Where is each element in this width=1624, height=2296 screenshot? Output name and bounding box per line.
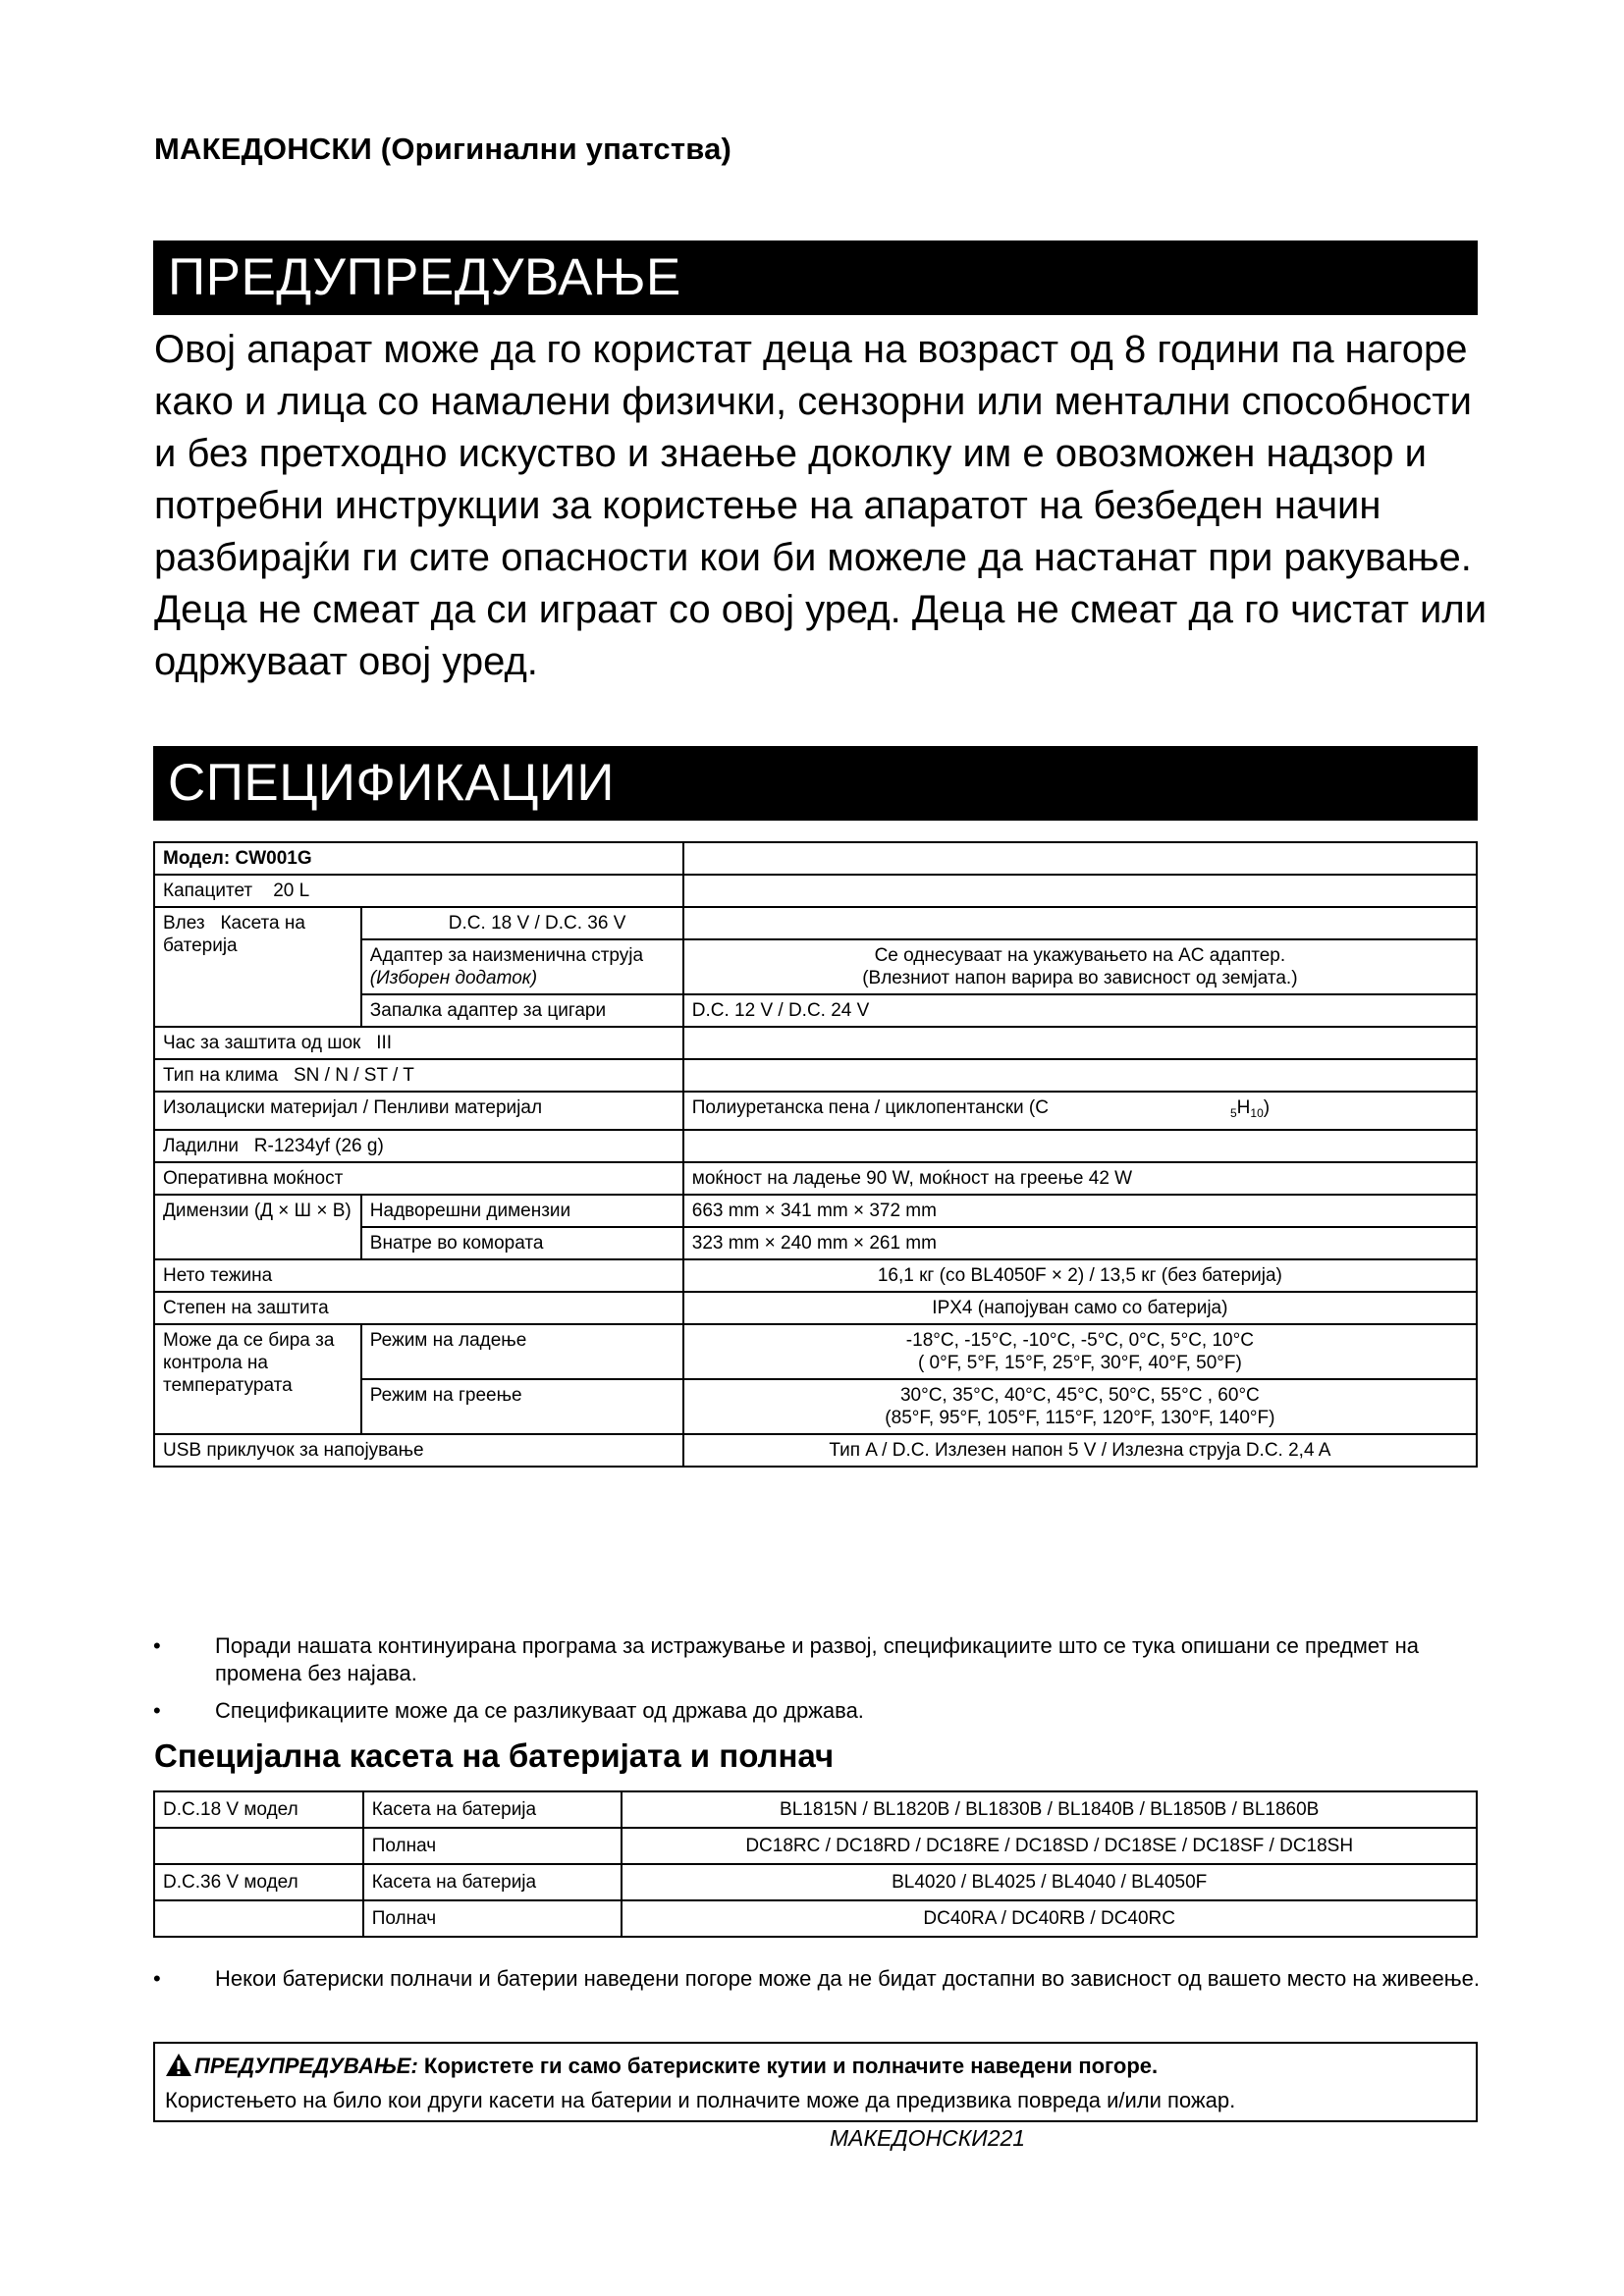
value-cell: DC18RC / DC18RD / DC18RE / DC18SD / DC18SE / DC18SF / DC18SH <box>622 1828 1477 1864</box>
table-row <box>154 842 1477 875</box>
value-cell: BL4020 / BL4025 / BL4040 / BL4050F <box>622 1864 1477 1900</box>
availability-notes-list <box>153 1965 1489 2002</box>
table-row <box>154 1864 1477 1900</box>
battery-cartridge-cell <box>361 907 683 939</box>
model-18v-cell: D.C.18 V модел <box>154 1791 363 1828</box>
table-row <box>154 1292 1477 1324</box>
ac-adapter-value <box>683 939 1477 994</box>
warning-banner: ПРЕДУПРЕДУВАЊЕ <box>153 240 1478 315</box>
usb-label: USB приклучок за напојување <box>154 1434 683 1467</box>
warning-box <box>153 2042 1478 2122</box>
table-row <box>154 1027 1477 1059</box>
heating-value-fahrenheit: (85°F, 95°F, 105°F, 115°F, 120°F, 130°F, 140°F) <box>885 1408 1275 1428</box>
specifications-banner: СПЕЦИФИКАЦИИ <box>153 746 1478 821</box>
inner-dimensions-label: Внатре во комората <box>361 1227 683 1259</box>
ac-adapter-label <box>361 939 683 994</box>
warning-box-line-1 <box>165 2051 1466 2085</box>
cooling-value-fahrenheit: ( 0°F, 5°F, 15°F, 25°F, 30°F, 40°F, 50°F) <box>917 1353 1242 1373</box>
cigarette-adapter-label: Запалка адаптер за цигари <box>361 994 683 1027</box>
ac-adapter-value-line-1: Се однесуваат на укажувањето на AC адаптер. <box>874 945 1286 966</box>
model-empty-cell <box>154 1900 363 1937</box>
table-row <box>154 1130 1477 1162</box>
table-row <box>154 1791 1477 1828</box>
model-cell: Модел: CW001G <box>154 842 683 875</box>
battery-cartridge-label: Касета на батерија <box>163 913 305 956</box>
warning-text: Овој апарат може да го користат деца на возраст од 8 години па нагоре како и лица со намалени физички, сензорни или ментални способности и без претходно искуство и знаење доколку им е овозможен надзор и потребни инструкции за користење на апаратот на безбеден начин разбирајќи ги сите опасности кои би можеле да настанат при ракување. Деца не смеат да си играат со овој уред. Деца не смеат да го чистат или одржуваат овој уред. <box>154 328 1488 683</box>
empty-cell <box>683 907 1477 939</box>
battery-section-heading: Специјална касета на батеријата и полнач <box>154 1737 835 1774</box>
value-cell: DC40RA / DC40RB / DC40RC <box>622 1900 1477 1937</box>
table-row <box>154 1828 1477 1864</box>
empty-cell <box>683 842 1477 875</box>
outer-dimensions-label: Надворешни димензии <box>361 1195 683 1227</box>
empty-cell <box>683 1027 1477 1059</box>
table-row <box>154 907 1477 939</box>
power-label: Оперативна моќност <box>154 1162 683 1195</box>
empty-cell <box>683 1059 1477 1092</box>
warning-box-line-2: Користењето на било кои други касети на батерии и полначите може да предизвика повреда и/или пожар. <box>165 2088 1236 2112</box>
net-weight-label: Нето тежина <box>154 1259 683 1292</box>
type-cell: Полнач <box>363 1828 623 1864</box>
table-row <box>154 1900 1477 1937</box>
ac-adapter-text: Адаптер за наизменична струја <box>369 945 644 966</box>
outer-dimensions-value: 663 mm × 341 mm × 372 mm <box>683 1195 1477 1227</box>
heating-mode-value <box>683 1379 1477 1434</box>
list-item: • Спецификациите може да се разликуваат од држава до држава. <box>153 1697 1489 1725</box>
input-label-text: Влез <box>163 913 205 934</box>
table-row <box>154 1162 1477 1195</box>
specifications-table <box>153 841 1478 1468</box>
cooling-mode-value <box>683 1324 1477 1379</box>
usb-value: Тип A / D.C. Излезен напон 5 V / Излезна струја D.C. 2,4 A <box>683 1434 1477 1467</box>
inner-dimensions-value: 323 mm × 240 mm × 261 mm <box>683 1227 1477 1259</box>
capacity-cell: Капацитет 20 L <box>154 875 683 907</box>
table-row <box>154 1434 1477 1467</box>
battery-charger-table <box>153 1790 1478 1938</box>
spec-notes-list <box>153 1632 1489 1735</box>
value-cell: BL1815N / BL1820B / BL1830B / BL1840B / BL1850B / BL1860B <box>622 1791 1477 1828</box>
insulation-value <box>683 1092 1477 1130</box>
insulation-value-text: Полиуретанска пена / циклопентански (C <box>691 1097 1049 1118</box>
insulation-sub-5: 5 <box>1229 1106 1237 1120</box>
type-cell: Касета на батерија <box>363 1791 623 1828</box>
empty-cell <box>683 875 1477 907</box>
temp-control-label: Може да се бира за контрола на температурата <box>154 1324 361 1434</box>
heating-mode-label: Режим на греење <box>361 1379 683 1434</box>
model-36v-cell: D.C.36 V модел <box>154 1864 363 1900</box>
list-item: • Поради нашата континуирана програма за истражување и развој, спецификациите што се тука опишани се предмет на промена без најава. <box>153 1632 1489 1687</box>
dimensions-label: Димензии (Д × Ш × В) <box>154 1195 361 1259</box>
input-label <box>154 907 361 1027</box>
power-value: моќност на ладење 90 W, моќност на греење 42 W <box>683 1162 1477 1195</box>
table-row <box>154 1324 1477 1379</box>
language-title: МАКЕДОНСКИ (Оригинални упатства) <box>154 132 732 166</box>
ac-adapter-optional: (Изборен додаток) <box>369 968 538 988</box>
battery-cartridge-value: D.C. 18 V / D.C. 36 V <box>448 913 626 934</box>
cigarette-adapter-value: D.C. 12 V / D.C. 24 V <box>683 994 1477 1027</box>
warning-box-label: ПРЕДУПРЕДУВАЊЕ: <box>194 2054 418 2078</box>
refrigerant-cell: Ладилни R-1234yf (26 g) <box>154 1130 683 1162</box>
table-row <box>154 1092 1477 1130</box>
protection-value: IPX4 (напојуван само со батерија) <box>683 1292 1477 1324</box>
heating-value-celsius: 30°C, 35°C, 40°C, 45°C, 50°C, 55°C , 60°C <box>899 1385 1260 1406</box>
ac-adapter-value-line-2: (Влезниот напон варира во зависност од земјата.) <box>862 968 1298 988</box>
type-cell: Полнач <box>363 1900 623 1937</box>
type-cell: Касета на батерија <box>363 1864 623 1900</box>
protection-label: Степен на заштита <box>154 1292 683 1324</box>
shock-class-cell: Час за заштита од шок III <box>154 1027 683 1059</box>
insulation-close: ) <box>1263 1097 1271 1118</box>
table-row <box>154 1059 1477 1092</box>
list-item: • Некои батериски полначи и батерии наведени погоре може да не бидат достапни во зависност од вашето место на живеење. <box>153 1965 1489 1993</box>
table-row <box>154 1259 1477 1292</box>
page-footer: МАКЕДОНСКИ221 <box>830 2125 1026 2151</box>
table-row <box>154 1195 1477 1227</box>
empty-cell <box>683 1130 1477 1162</box>
cooling-mode-label: Режим на ладење <box>361 1324 683 1379</box>
table-row <box>154 875 1477 907</box>
warning-box-bold-text: Користете ги само батериските кутии и полначите наведени погоре. <box>423 2054 1159 2078</box>
insulation-label: Изолациски материјал / Пенливи материјал <box>154 1092 683 1130</box>
insulation-h: H <box>1236 1097 1251 1118</box>
insulation-sub-10: 10 <box>1250 1106 1264 1120</box>
cooling-value-celsius: -18°C, -15°C, -10°C, -5°C, 0°C, 5°C, 10°C <box>905 1330 1254 1351</box>
net-weight-value: 16,1 кг (со BL4050F × 2) / 13,5 кг (без батерија) <box>683 1259 1477 1292</box>
climate-type-cell: Тип на клима SN / N / ST / T <box>154 1059 683 1092</box>
warning-triangle-icon <box>165 2053 192 2085</box>
model-empty-cell <box>154 1828 363 1864</box>
